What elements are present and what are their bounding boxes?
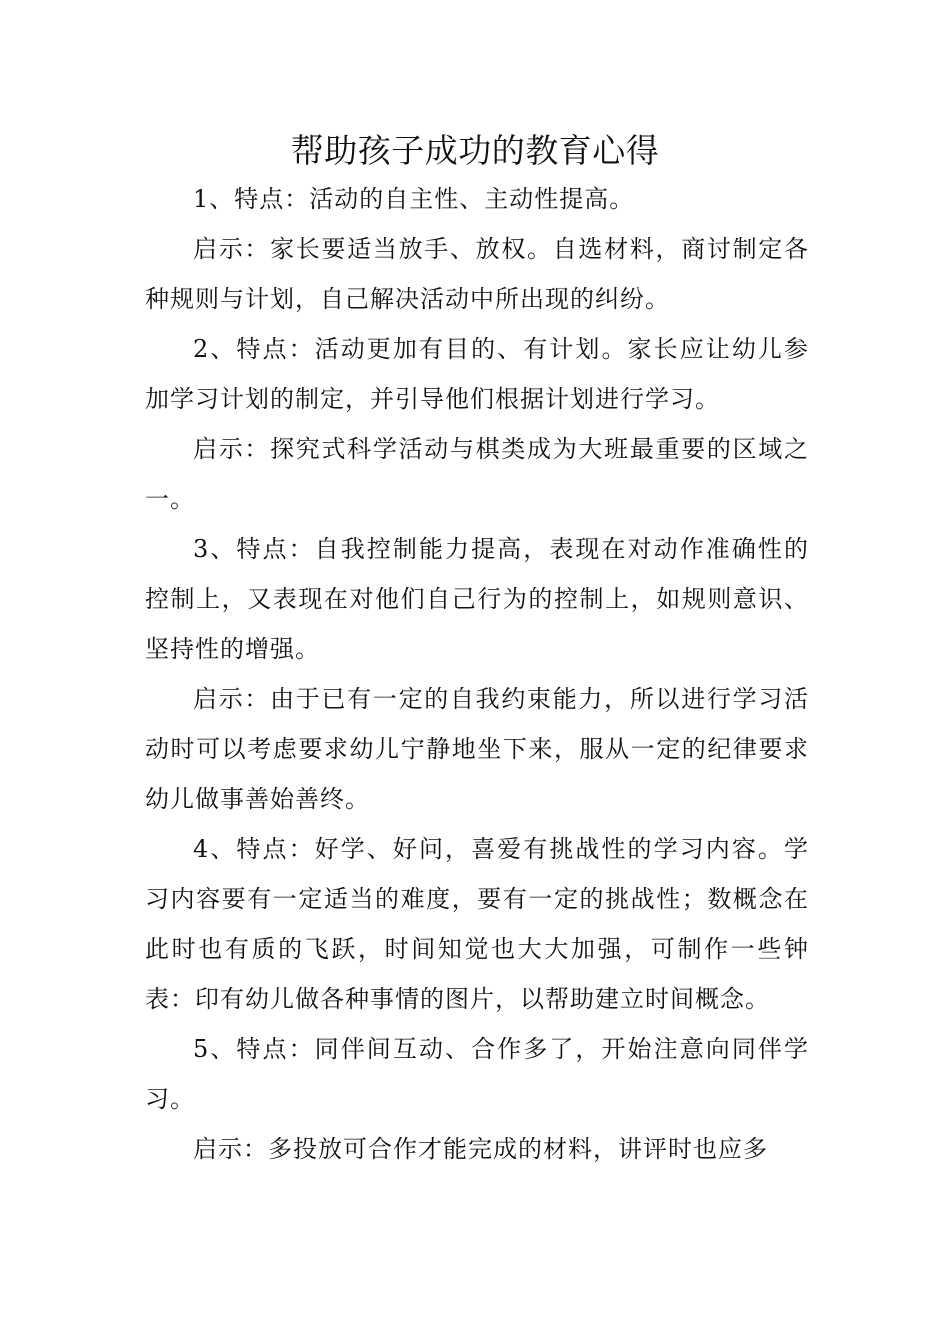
paragraph-9: 启示：多投放可合作才能完成的材料，讲评时也应多: [193, 1135, 768, 1163]
paragraph-7: 4、特点：好学、好问，喜爱有挑战性的学习内容。学习内容要有一定适当的难度，要有一定的挑战性；数概念在此时也有质的飞跃，时间知觉也大大加强，可制作一些钟表：印有幼儿做各种事情的图片，以帮助建立时间概念。: [145, 835, 809, 1013]
paragraph-5: 3、特点：自我控制能力提高，表现在对动作准确性的控制上，又表现在对他们自己行为的控制上，如规则意识、坚持性的增强。: [145, 535, 809, 663]
paragraph-4: 启示：探究式科学活动与棋类成为大班最重要的区域之一。: [145, 435, 809, 513]
document-body: [145, 174, 809, 1174]
document-title: 帮助孩子成功的教育心得: [290, 131, 660, 170]
paragraph-8: 5、特点：同伴间互动、合作多了，开始注意向同伴学习。: [145, 1035, 809, 1113]
paragraph-6: 启示：由于已有一定的自我约束能力，所以进行学习活动时可以考虑要求幼儿宁静地坐下来，服从一定的纪律要求幼儿做事善始善终。: [145, 685, 809, 813]
paragraph-3: 2、特点：活动更加有目的、有计划。家长应让幼儿参加学习计划的制定，并引导他们根据计划进行学习。: [145, 335, 809, 413]
paragraph-1: 1、特点：活动的自主性、主动性提高。: [193, 185, 635, 213]
paragraph-2: 启示：家长要适当放手、放权。自选材料，商讨制定各种规则与计划，自己解决活动中所出现的纠纷。: [145, 235, 809, 313]
